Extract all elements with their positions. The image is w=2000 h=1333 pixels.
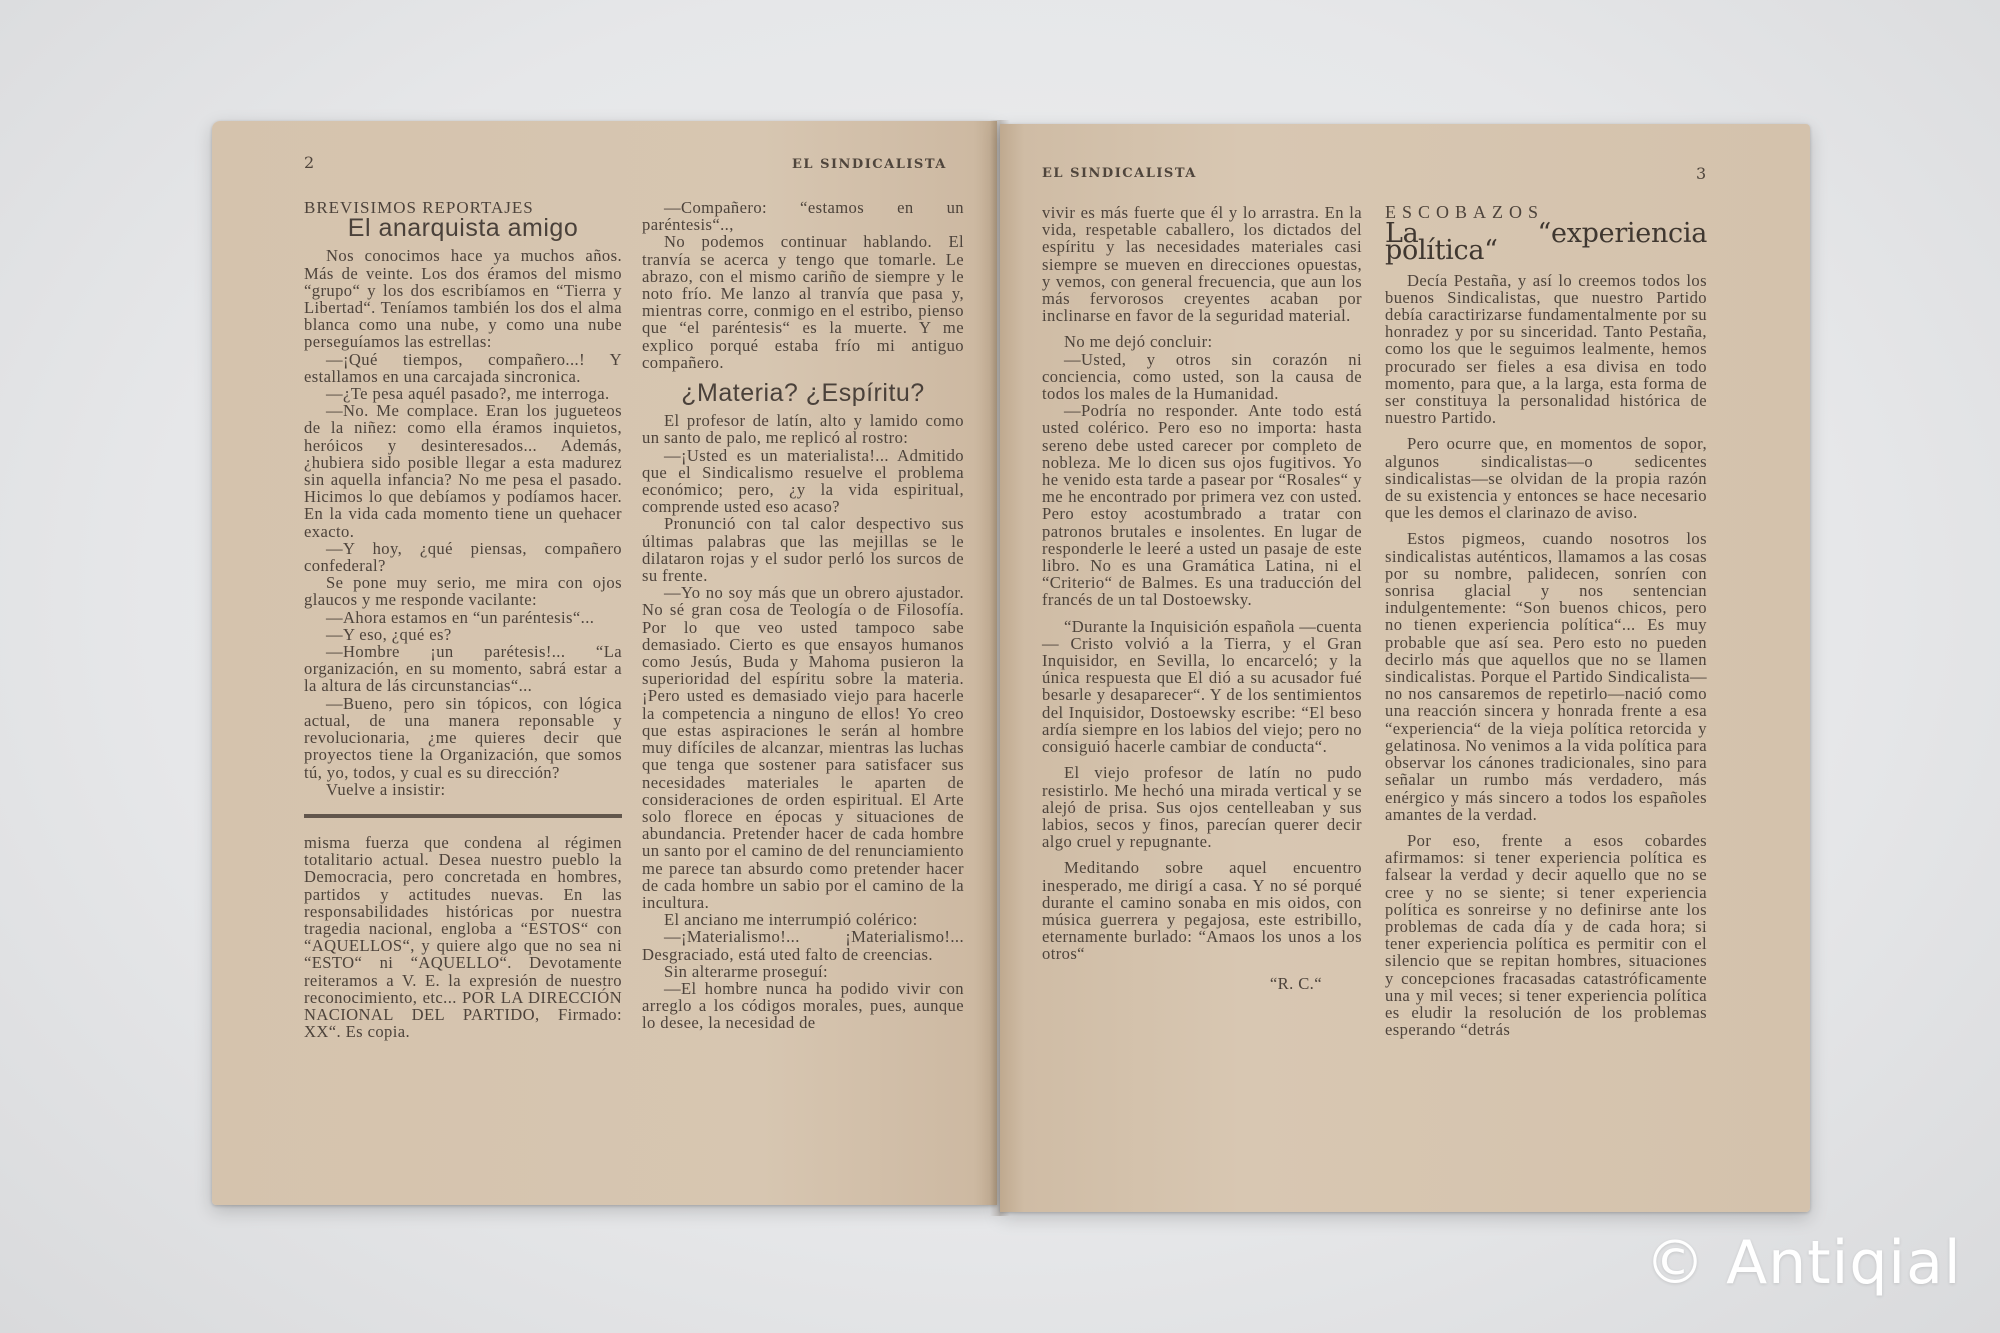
- paragraph: —Ahora estamos en “un paréntesis“...: [326, 607, 595, 627]
- headline-experiencia-politica: La “experiencia política“: [1385, 218, 1707, 267]
- paragraph: —El hombre nunca ha podido vivir con arreglo a los códigos morales, pues, aunque lo desee, la necesidad de: [642, 978, 964, 1033]
- paragraph: Sin alterarme proseguí:: [664, 961, 829, 981]
- paragraph: Vuelve a insistir:: [326, 779, 446, 799]
- left-page: [212, 121, 997, 1205]
- signature: “R. C.“: [1269, 973, 1322, 993]
- running-head-right: EL SINDICALISTA: [1042, 166, 1197, 181]
- left-column-2: [642, 199, 964, 1032]
- paragraph: Pronunció con tal calor despectivo sus últimas palabras que las mejillas se le dilataron rojas y el sudor perló los surcos de su frente.: [642, 514, 964, 586]
- paragraph: —Y hoy, ¿qué piensas, compañero confederal?: [304, 538, 622, 576]
- headline-anarquista: El anarquista amigo: [347, 214, 579, 243]
- paragraph: —Podría no responder. Ante todo está usted colérico. Pero eso no importa: hasta sereno debe usted carecer por completo de nobleza. Me lo dicen sus ojos fugitivos. Yo he venido esta tarde a pasear por “Rosales“ y me he encontrado por primera vez con usted. Pero estoy acostumbrado a tratar con patronos brutales e insolentes. En lugar de responderle le leeré a usted un pasaje de este libro. No es una Gramática Latina, ni el “Criterio“ de Balmes. Es una traducción del francés de un tal Dostoewsky.: [1042, 401, 1362, 610]
- column-divider-rule: [304, 814, 622, 818]
- paragraph: —Y eso, ¿qué es?: [326, 624, 452, 644]
- paragraph: —¡Qué tiempos, compañero...! Y estallamos en una carcajada sincronica.: [304, 349, 622, 386]
- paragraph: Nos conocimos hace ya muchos años. Más de veinte. Los dos éramos del mismo “grupo“ y los dos escribíamos en “Tierra y Libertad“. Teníamos también los dos el alma blanca como una nube, y como una nube perseguíamos las estrellas:: [304, 246, 622, 352]
- paragraph: —Yo no soy más que un obrero ajustador. No sé gran cosa de Teología o de Filosofía. Por lo que veo usted tampoco sabe demasiado. Cierto es que ensayos humanos como Jesús, Buda y Mahoma pusieron la superioridad del espíritu sobre la materia. ¡Pero usted es demasiado viejo para hacerle la competencia a ninguno de ellos! Yo creo que estas aspiraciones le serán al hombre muy difíciles de alcanzar, mientras las luchas que tenga que sostener para satisfacer sus necesidades materiales le aparten de consideraciones de orden espiritual. El Arte solo florece en épocas y situaciones de abundancia. Pretender hacer de cada hombre un santo por el camino de del renunciamiento me parece tan absurdo como pretender hacer de cada hombre un sabio por el camino de la incultura.: [642, 583, 964, 912]
- paragraph: El profesor de latín, alto y lamido como un santo de palo, me replicó al rostro:: [642, 411, 964, 448]
- headline-materia-espiritu: ¿Materia? ¿Espíritu?: [681, 379, 925, 408]
- paragraph: vivir es más fuerte que él y lo arrastra. En la vida, respetable caballero, los dictados del espíritu y las necesidades materiales casi siempre se mueven en direcciones opuestas, y vemos, con general frecuencia, que aun los más fervorosos creyentes acaban por inclinarse en favor de la seguridad material.: [1042, 203, 1362, 326]
- right-page: [1000, 124, 1810, 1212]
- paragraph: —Usted, y otros sin corazón ni conciencia, como usted, son la causa de todos los males de la Humanidad.: [1042, 349, 1362, 404]
- running-head-left: EL SINDICALISTA: [792, 157, 947, 172]
- paragraph: Por eso, frente a esos cobardes afirmamos: si tener experiencia política es falsear la verdad y decir aquello que no se cree y no se siente; si tener experiencia política es sonreirse y no definirse ante los problemas de cada día y de cada hora; si tener experiencia política es permitir con el silencio que se repitan hombres, situaciones y concepciones fracasadas catastróficamente una y mil veces; si tener experiencia política es eludir la resolución de los problemas esperando “detrás: [1385, 830, 1707, 1040]
- paragraph: —Hombre ¡un parétesis!... “La organización, en su momento, sabrá estar a la altura de lás circunstancias“...: [304, 642, 622, 696]
- paragraph: —¡Materialismo!... ¡Materialismo!... Desgraciado, está uted falto de creencias.: [642, 927, 964, 964]
- paragraph: Pero ocurre que, en momentos de sopor, algunos sindicalistas—o sedicentes sindicalistas—se olvidan de la propia razón de su existencia y entonces se hace necesario que les demos el clarinazo de aviso.: [1385, 434, 1707, 523]
- paragraph: El viejo profesor de latín no pudo resistirlo. Me hechó una mirada vertical y se alejó de prisa. Sus ojos centelleaban y sus labios, secos y finos, parecían querer decir algo cruel y repugnante.: [1042, 763, 1362, 852]
- paragraph: —Bueno, pero sin tópicos, con lógica actual, de una manera reponsable y revolucionaria, ¿me quieres decir que proyectos tiene la Organización, que somos tú, yo, todos, y cual es su dirección?: [304, 693, 622, 782]
- copyright-watermark: © Antiqial: [1645, 1228, 1962, 1298]
- paragraph: —¿Te pesa aquél pasado?, me interroga.: [326, 384, 610, 404]
- paragraph: El anciano me interrumpió colérico:: [664, 910, 918, 930]
- section-label-brevisimos: BREVISIMOS REPORTAJES: [304, 198, 534, 217]
- paragraph: “Durante la Inquisición española —cuenta— Cristo volvió a la Tierra, y el Gran Inquisidor, en Sevilla, lo encarceló; y la única respuesta que El dió a su acusador fué besarle y desaparecer“. Y de los sentimientos del Inquisidor, Dostoewsky escribe: “El beso ardía siempre en los labios del viejo; pero no consiguió hacerle cambiar de conducta“.: [1042, 616, 1362, 757]
- page-number-right: 3: [1696, 164, 1707, 183]
- right-column-1: [1042, 204, 1362, 992]
- page-number-left: 2: [304, 153, 315, 172]
- paragraph: Decía Pestaña, y así lo creemos todos los buenos Sindicalistas, que nuestro Partido debía caractirizarse fundamentalmente por su honradez y por su sinceridad. Tanto Pestaña, como los que le seguimos lealmente, hemos procurado ser fieles a esa divisa en todo momento, para que, a la larga, esta forma de ser constituya la personalidad histórica de nuestro Partido.: [1385, 270, 1707, 428]
- paragraph: No me dejó concluir:: [1064, 332, 1213, 352]
- paragraph: —No. Me complace. Eran los jugueteos de la niñez: como ella éramos inquietos, heróicos y desinteresados... Además, ¿hubiera sido posible llegar a esta madurez sin aquella infancia? No me pesa el pasado. Hicimos lo que debíamos y podíamos hacer. En la vida cada momento tiene un quehacer exacto.: [304, 401, 622, 541]
- paragraph: —Compañero: “estamos en un paréntesis“..,: [642, 198, 964, 235]
- paragraph: Se pone muy serio, me mira con ojos glaucos y me responde vacilante:: [304, 573, 622, 610]
- continuation-paragraph: misma fuerza que condena al régimen totalitario actual. Desea nuestro pueblo la Democracia, pero concretada en hombres, partidos y actitudes nuevas. En las responsabilidades históricas por nuestra tragedia nacional, engloba a “ESTOS“ con “AQUELLOS“, y quiere algo que no sea ni “ESTO“ ni “AQUELLO“. Devotamente reiteramos a V. E. la expresión de nuestro reconocimiento, etc... POR LA DIRECCIÓN NACIONAL DEL PARTIDO, Firmado: XX“. Es copia.: [304, 832, 622, 1042]
- right-column-2: [1385, 204, 1707, 1038]
- section-label-escobazos: ESCOBAZOS: [1385, 202, 1545, 222]
- paragraph: —¡Usted es un materialista!... Admitido que el Sindicalismo resuelve el problema económico; pero, ¿y la vida espiritual, comprende usted eso acaso?: [642, 445, 964, 517]
- paragraph: No podemos continuar hablando. El tranvía se acerca y tengo que tomarle. Le abrazo, con el mismo cariño de siempre y le noto frío. Me lanzo al tranvía que pasa y, mientras corre, conmigo en el estribo, pienso que “el paréntesis“ es la muerte. Y me explico porqué estaba frío mi antiguo compañero.: [642, 232, 964, 372]
- paragraph: Estos pigmeos, cuando nosotros los sindicalistas auténticos, llamamos a las cosas por su nombre, palidecen, sonríen con sonrisa glacial y nos sentencian indulgentemente: “Son buenos chicos, pero no tienen experiencia política“... Es muy probable que así sea. Pero esto no pueden decirlo más que aquellos que no se llamen sindicalistas. Porque el Partido Sindicalista—no nos cansaremos de repetirlo—nació como una reacción sincera y honrada frente a esa “experiencia“ de la vieja política retorcida y gelatinosa. No venimos a la vida política para observar los cánones tradicionales, sino para señalar un rumbo más verdadero, más enérgico y más sincero a todos los españoles amantes de la verdad.: [1385, 529, 1707, 824]
- left-column-1: [304, 199, 622, 1040]
- paragraph: Meditando sobre aquel encuentro inesperado, me dirigí a casa. Y no sé porqué durante el camino sonaba en mis oidos, con música guerrera y pegajosa, este estribillo, eternamente burlado: “Amaos los unos a los otros“: [1042, 858, 1362, 964]
